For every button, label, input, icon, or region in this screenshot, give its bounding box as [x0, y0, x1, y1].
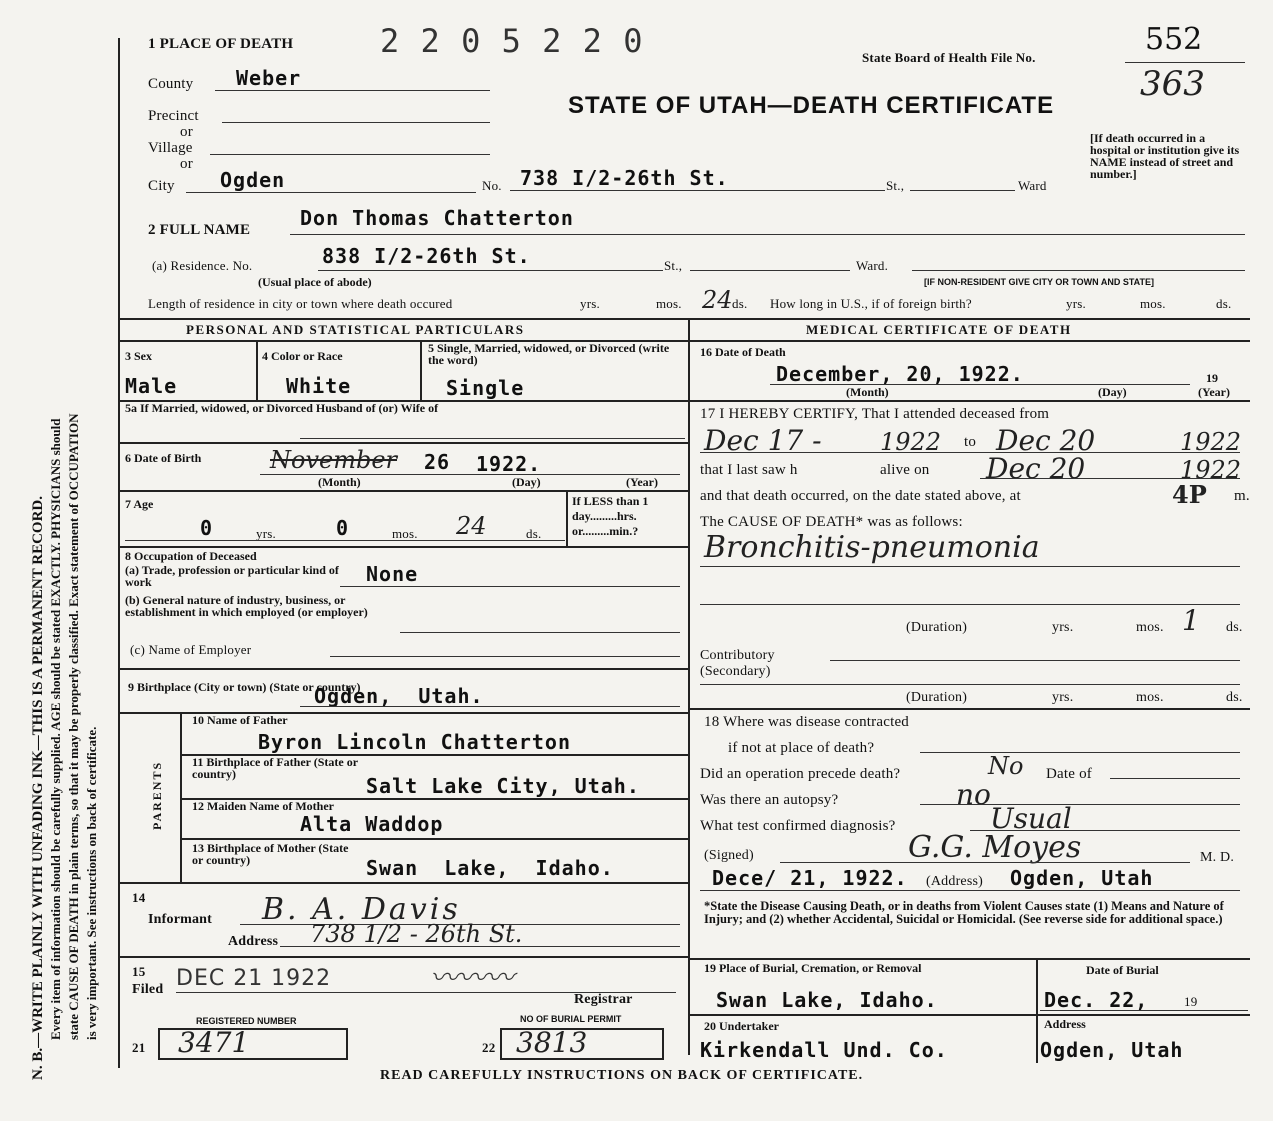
burial-permit-label: NO OF BURIAL PERMIT	[520, 1014, 622, 1024]
duration-yrs-1: yrs.	[1052, 620, 1074, 635]
operation-value: No	[988, 752, 1024, 780]
residence-st-label: St.,	[664, 258, 683, 273]
occupation-c-label: (c) Name of Employer	[130, 642, 252, 657]
residence-sublabel: (Usual place of abode)	[258, 275, 372, 289]
filed-number: 15	[132, 964, 146, 979]
undertaker-value: Kirkendall Und. Co.	[700, 1038, 948, 1062]
duration-label-2: (Duration)	[906, 690, 968, 705]
age-label: 7 Age	[125, 497, 154, 511]
signature-date: Dece/ 21, 1922.	[712, 866, 908, 890]
file-number: 552	[1145, 22, 1203, 57]
place-of-death-label: 1 PLACE OF DEATH	[148, 36, 294, 52]
spouse-label: 5a If Married, widowed, or Divorced Husband of (or) Wife of	[125, 401, 439, 415]
foreign-ds: ds.	[1216, 296, 1232, 311]
county-value: Weber	[236, 66, 302, 90]
duration-mos-value: 1	[1182, 604, 1200, 637]
father-value: Byron Lincoln Chatterton	[258, 730, 571, 754]
occurred-label: and that death occurred, on the date stated above, at	[700, 488, 1021, 504]
age-days: 24	[456, 512, 487, 540]
death-nineteen: 19	[1206, 371, 1218, 385]
burial-place-label: 19 Place of Burial, Cremation, or Removal	[704, 961, 922, 975]
precinct-label: Precinct	[148, 108, 199, 124]
death-date-value: December, 20, 1922.	[776, 362, 1024, 386]
full-name-value: Don Thomas Chatterton	[300, 206, 574, 230]
or-label-2: or	[180, 156, 193, 172]
parents-label: PARENTS	[150, 760, 164, 830]
duration-mos-2: mos.	[1136, 690, 1164, 705]
dob-day-label: (Day)	[512, 475, 541, 489]
or-label-1: or	[180, 124, 193, 140]
city-label: City	[148, 178, 175, 194]
death-date-label: 16 Date of Death	[700, 345, 786, 359]
file-number-handwritten: 363	[1140, 64, 1205, 104]
autopsy-label: Was there an autopsy?	[700, 792, 839, 808]
personal-heading: PERSONAL AND STATISTICAL PARTICULARS	[186, 322, 525, 337]
attended-to-label: to	[964, 434, 977, 450]
certificate-title: STATE OF UTAH—DEATH CERTIFICATE	[568, 92, 1055, 119]
death-month-label: (Month)	[846, 385, 889, 399]
where-contracted-label-2: if not at place of death?	[728, 740, 875, 756]
autopsy-value: no	[956, 778, 991, 811]
occupation-label: 8 Occupation of Deceased	[125, 549, 257, 563]
attended-from: Dec 17 -	[704, 424, 822, 457]
street-value: 738 I/2-26th St.	[520, 166, 729, 190]
city-value: Ogden	[220, 168, 286, 192]
informant-address-value: 738 1/2 - 26th St.	[310, 920, 523, 948]
attended-from-year: 1922	[880, 428, 942, 456]
mother-birthplace-label: 13 Birthplace of Mother (State or country)	[192, 841, 349, 867]
dob-label: 6 Date of Birth	[125, 451, 202, 465]
operation-label: Did an operation precede death?	[700, 766, 901, 782]
margin-note-1: N. B.—WRITE PLAINLY WITH UNFADING INK—THIS IS A PERMANENT RECORD.	[30, 496, 46, 1080]
street-no-label: No.	[482, 178, 502, 193]
mother-value: Alta Waddop	[300, 812, 444, 836]
father-label: 10 Name of Father	[192, 713, 288, 727]
county-label: County	[148, 76, 194, 92]
undertaker-label: 20 Undertaker	[704, 1019, 779, 1033]
occupation-value: None	[366, 562, 419, 586]
physician-address-label: (Address)	[926, 874, 984, 889]
age-mos-label: mos.	[392, 526, 418, 541]
burial-date-value: Dec. 22,	[1044, 988, 1149, 1012]
foreign-mos: mos.	[1140, 296, 1166, 311]
where-contracted-label: 18 Where was disease contracted	[704, 714, 910, 730]
race-value: White	[286, 374, 352, 398]
mother-label: 12 Maiden Name of Mother	[192, 799, 334, 813]
certificate-number: 2 2 0 5 2 2 0	[380, 22, 644, 60]
duration-mos-1: mos.	[1136, 620, 1164, 635]
dob-month-label: (Month)	[318, 475, 361, 489]
burial-address-label: Address	[1044, 1017, 1086, 1031]
sex-value: Male	[125, 374, 178, 398]
residence-length-label: Length of residence in city or town where death occured	[148, 296, 453, 311]
registered-prefix: 21	[132, 1040, 146, 1055]
registrar-signature: 〰〰〰	[430, 961, 515, 994]
nonresident-note: [IF NON-RESIDENT GIVE CITY OR TOWN AND STATE]	[924, 277, 1155, 287]
informant-number: 14	[132, 890, 146, 905]
residence-mos: mos.	[656, 296, 682, 311]
birthplace-value: Ogden, Utah.	[314, 684, 484, 708]
alive-on-label: alive on	[880, 462, 930, 478]
age-months: 0	[336, 516, 350, 540]
father-birthplace-value: Salt Lake City, Utah.	[366, 774, 640, 798]
residence-value: 838 I/2-26th St.	[322, 244, 531, 268]
dob-day: 26	[424, 450, 451, 474]
informant-label: Informant	[148, 912, 213, 927]
physician-signature: G.G. Moyes	[908, 830, 1082, 865]
burial-nineteen: 19	[1184, 994, 1198, 1009]
last-saw-value: Dec 20	[986, 452, 1086, 485]
sex-label: 3 Sex	[125, 349, 152, 363]
burial-date-label: Date of Burial	[1086, 963, 1159, 977]
dob-year: 1922.	[476, 452, 542, 476]
margin-note-3: state CAUSE OF DEATH in plain terms, so that it may be properly classified. Exact statement of OCCUPATION	[66, 413, 81, 1040]
filed-label: Filed	[132, 982, 164, 997]
medical-note: *State the Disease Causing Death, or in deaths from Violent Causes state (1) Means and Nature of Injury; and (2) whether Accidental, Suicidal or Homicidal. (See reverse side for additional space.)	[704, 899, 1224, 926]
foreign-yrs: yrs.	[1066, 296, 1086, 311]
cause-value: Bronchitis-pneumonia	[704, 530, 1040, 565]
death-time: 4P	[1172, 480, 1207, 509]
permit-prefix: 22	[482, 1040, 496, 1055]
residence-yrs: yrs.	[580, 296, 600, 311]
margin-note-2: Every item of information should be carefully supplied. AGE should be stated EXACTLY. PHYSICIANS should	[48, 418, 63, 1040]
burial-place-value: Swan Lake, Idaho.	[716, 988, 938, 1012]
age-yrs-label: yrs.	[256, 526, 276, 541]
medical-heading: MEDICAL CERTIFICATE OF DEATH	[806, 322, 1072, 337]
dob-month: November	[270, 446, 398, 474]
file-number-label: State Board of Health File No.	[862, 50, 1036, 65]
test-value: Usual	[990, 802, 1072, 835]
burial-permit-value: 3813	[516, 1026, 588, 1059]
attended-to-year: 1922	[1180, 428, 1242, 456]
death-day-label: (Day)	[1098, 385, 1127, 399]
certify-label: 17 I HEREBY CERTIFY, That I attended deceased from	[700, 406, 1050, 422]
registered-number-value: 3471	[178, 1026, 250, 1059]
last-saw-label: that I last saw h	[700, 462, 798, 478]
registrar-label: Registrar	[574, 992, 633, 1007]
burial-address-value: Ogden, Utah	[1040, 1038, 1184, 1062]
village-label: Village	[148, 140, 193, 156]
age-ds-label: ds.	[526, 526, 542, 541]
duration-yrs-2: yrs.	[1052, 690, 1074, 705]
residence-ward-label: Ward.	[856, 258, 889, 273]
operation-date-label: Date of	[1046, 766, 1092, 782]
hospital-note: [If death occurred in a hospital or institution give its NAME instead of street and number.]	[1090, 131, 1240, 181]
birthplace-label: 9 Birthplace (City or town) (State or country)	[128, 680, 361, 694]
marital-value: Single	[446, 376, 525, 400]
footer-instructions: READ CAREFULLY INSTRUCTIONS ON BACK OF CERTIFICATE.	[380, 1068, 864, 1083]
duration-label-1: (Duration)	[906, 620, 968, 635]
race-label: 4 Color or Race	[262, 349, 343, 363]
ward-label: Ward	[1018, 178, 1047, 193]
street-st-label: St.,	[886, 178, 905, 193]
filed-stamp: DEC 21 1922	[176, 966, 332, 991]
cause-label: The CAUSE OF DEATH* was as follows:	[700, 514, 963, 530]
residence-ds: ds.	[732, 296, 748, 311]
occupation-a-label: (a) Trade, profession or particular kind of work	[125, 563, 339, 589]
dob-year-label: (Year)	[626, 475, 658, 489]
md-label: M. D.	[1200, 850, 1235, 865]
duration-ds-1: ds.	[1226, 620, 1243, 635]
father-birthplace-label: 11 Birthplace of Father (State or country)	[192, 755, 358, 781]
last-saw-year: 1922	[1180, 456, 1242, 484]
occupation-b-label: (b) General nature of industry, business, or establishment in which employed (or employer)	[125, 593, 368, 619]
age-years: 0	[200, 516, 214, 540]
duration-ds-2: ds.	[1226, 690, 1243, 705]
residence-days-value: 24	[702, 286, 733, 314]
registered-number-label: REGISTERED NUMBER	[196, 1016, 297, 1026]
death-time-m: m.	[1234, 488, 1250, 504]
residence-label: (a) Residence. No.	[152, 258, 253, 273]
test-label: What test confirmed diagnosis?	[700, 818, 896, 834]
full-name-label: 2 FULL NAME	[148, 222, 251, 238]
foreign-birth-label: How long in U.S., if of foreign birth?	[770, 296, 972, 311]
informant-address-label: Address	[228, 934, 279, 949]
margin-note-4: is very important. See instructions on back of certificate.	[84, 726, 99, 1040]
marital-label: 5 Single, Married, widowed, or Divorced (write the word)	[428, 341, 670, 367]
attended-to: Dec 20	[996, 424, 1096, 457]
informant-value: B. A. Davis	[262, 892, 461, 927]
death-year-label: (Year)	[1198, 385, 1230, 399]
mother-birthplace-value: Swan Lake, Idaho.	[366, 856, 614, 880]
left-border	[118, 38, 120, 1068]
physician-address: Ogden, Utah	[1010, 866, 1154, 890]
less-than-day-label: If LESS than 1 day.........hrs. or.........min.?	[572, 494, 649, 538]
contributory-label: Contributory (Secondary)	[700, 648, 775, 679]
signed-label: (Signed)	[704, 848, 754, 863]
